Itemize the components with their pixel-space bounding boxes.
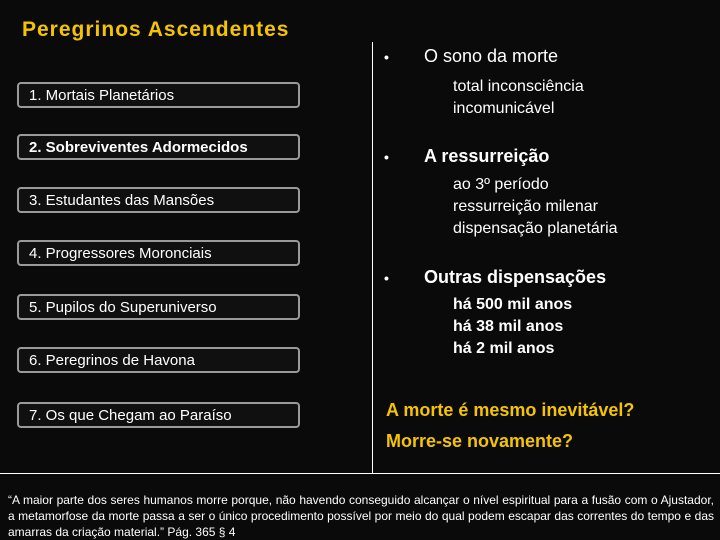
stage-7-label: 7. Os que Chegam ao Paraíso [29, 406, 232, 424]
stage-6-label: 6. Peregrinos de Havona [29, 351, 195, 369]
slide-title: Peregrinos Ascendentes [22, 18, 290, 41]
stage-6-box [17, 347, 300, 373]
stage-1-box [17, 82, 300, 108]
stage-5-label: 5. Pupilos do Superuniverso [29, 298, 217, 316]
stage-3-box [17, 187, 300, 213]
section-3-line-2: há 38 mil anos [453, 318, 564, 335]
section-2-heading-row [378, 146, 549, 167]
section-1-heading: O sono da morte [424, 46, 559, 66]
stage-2-box [17, 134, 300, 160]
stage-4-label: 4. Progressores Moronciais [29, 244, 212, 262]
section-1-line-2: incomunicável [453, 100, 555, 117]
stage-4-box [17, 240, 300, 266]
vertical-divider [372, 42, 373, 474]
bullet-icon: • [384, 148, 389, 165]
closing-question-2: Morre-se novamente? [386, 431, 574, 451]
stage-3-label: 3. Estudantes das Mansões [29, 191, 215, 209]
section-2-line-3: dispensação planetária [453, 220, 618, 237]
closing-question-1: A morte é mesmo inevitável? [386, 400, 635, 420]
stage-2-label: 2. Sobreviventes Adormecidos [29, 138, 248, 156]
bullet-icon: • [384, 269, 389, 286]
section-2-lines [453, 174, 618, 240]
section-3-lines [453, 294, 572, 360]
section-1-lines [453, 76, 584, 120]
section-3-heading: Outras dispensações [424, 267, 607, 287]
section-1-heading-row [378, 46, 558, 67]
section-2-line-2: ressurreição milenar [453, 198, 598, 215]
stage-1-label: 1. Mortais Planetários [29, 86, 175, 104]
stage-5-box [17, 294, 300, 320]
horizontal-divider [0, 473, 720, 474]
section-2-heading: A ressurreição [424, 146, 550, 166]
section-3-line-1: há 500 mil anos [453, 296, 573, 313]
bullet-icon: • [384, 48, 389, 65]
section-1-line-1: total inconsciência [453, 78, 584, 95]
footer-quote: “A maior parte dos seres humanos morre porque, não havendo conseguido alcançar o nível espiritual para a fusão com o Ajustador, a metamorfose da morte passa a ser o único procedimento possível por meio do qual podem escapar das correntes do tempo e das amarras da criação material.” Pág. 365 § 4 [8, 493, 714, 539]
stage-7-box [17, 402, 300, 428]
section-3-line-3: há 2 mil anos [453, 340, 555, 357]
section-2-line-1: ao 3º período [453, 176, 549, 193]
section-3-heading-row [378, 267, 606, 288]
